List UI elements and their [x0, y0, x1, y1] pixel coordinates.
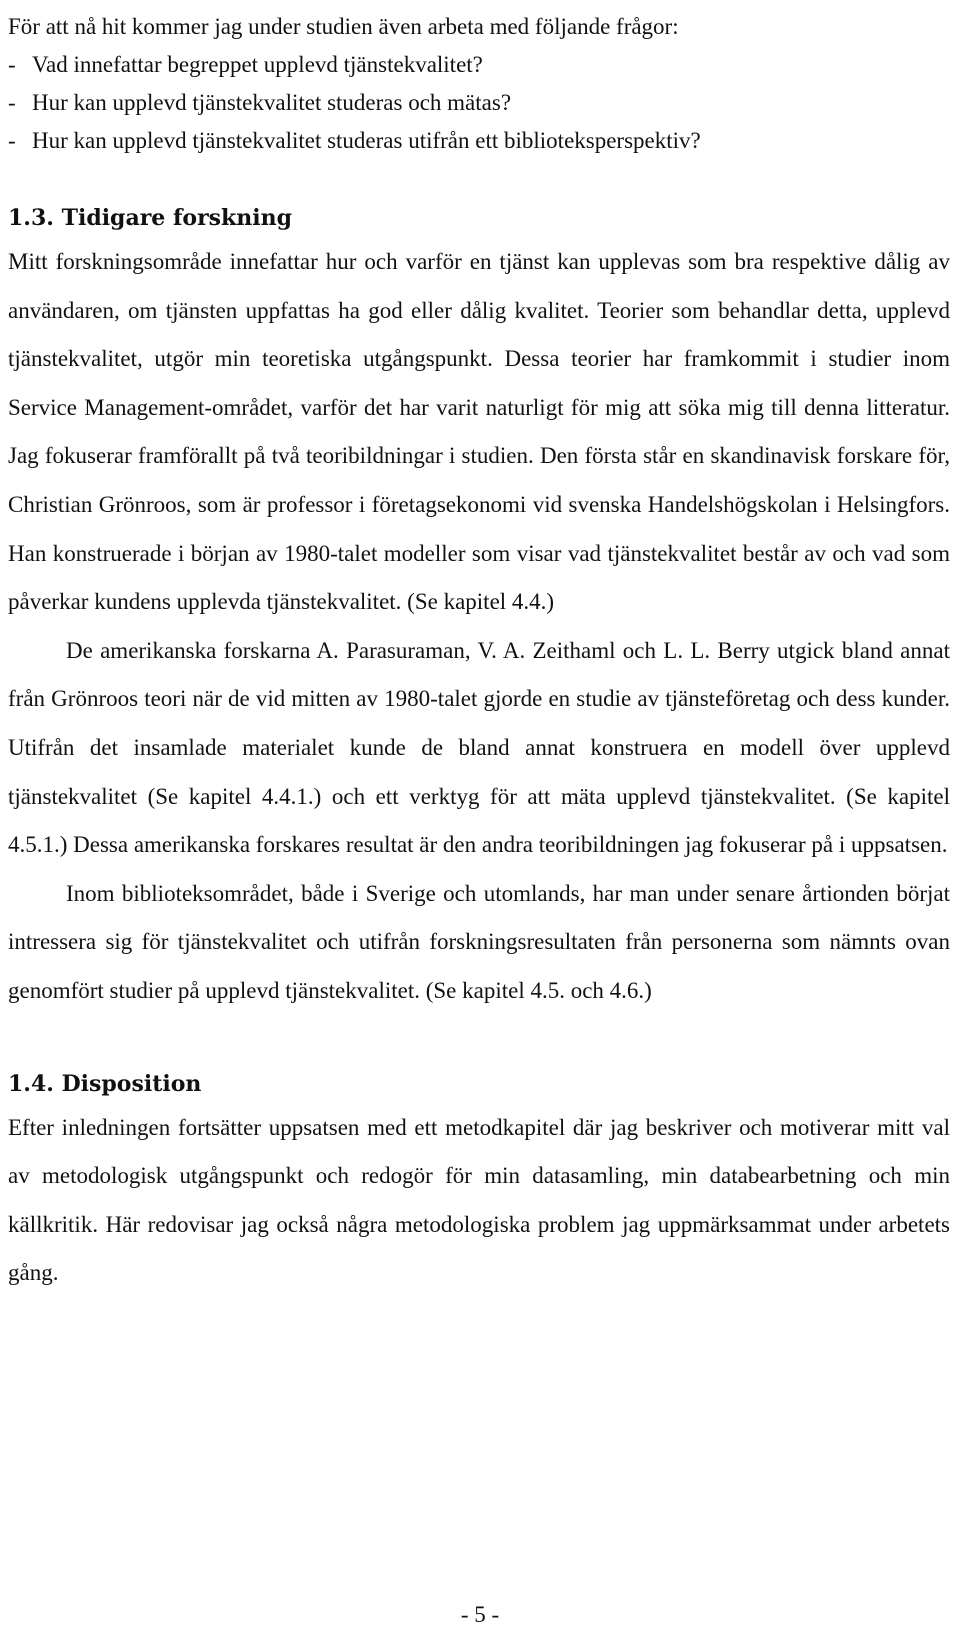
list-dash: -: [8, 128, 16, 153]
list-dash: -: [8, 52, 16, 77]
list-dash: -: [8, 90, 16, 115]
research-question: [8, 122, 950, 160]
paragraph: De amerikanska forskarna A. Parasuraman, V. A. Zeithaml och L. L. Berry utgick bland annat från Grönroos teori när de vid mitten av 1980-talet gjorde en studie av tjänsteföretag och dess kunder. Utifrån det insamlade materialet kunde de bland annat konstruera en modell över upplevd tjänstekvalitet (Se kapitel 4.4.1.) och ett verktyg för att mäta upplevd tjänstekvalitet. (Se kapitel 4.5.1.) Dessa amerikanska forskares resultat är den andra teoribildningen jag fokuserar på i uppsatsen.: [8, 637, 950, 858]
section-heading-previous-research: 1.3. Tidigare forskning: [8, 205, 293, 231]
page-number: - 5 -: [460, 1602, 500, 1627]
research-questions-list: [8, 46, 950, 160]
research-question: [8, 46, 950, 84]
research-question-text: Hur kan upplevd tjänstekvalitet studeras och mätas?: [32, 90, 512, 115]
research-question: [8, 84, 950, 122]
intro-sentence: För att nå hit kommer jag under studien även arbeta med följande frågor:: [8, 14, 679, 39]
research-question-text: Vad innefattar begreppet upplevd tjänstekvalitet?: [32, 52, 483, 77]
section-heading-disposition: 1.4. Disposition: [8, 1070, 202, 1097]
research-question-text: Hur kan upplevd tjänstekvalitet studeras utifrån ett biblioteksperspektiv?: [32, 128, 701, 153]
paragraph: Efter inledningen fortsätter uppsatsen med ett metodkapitel där jag beskriver och motiverar mitt val av metodologisk utgångspunkt och redogör för min datasamling, min databearbetning och min källkritik. Här redovisar jag också några metodologiska problem jag uppmärksammat under arbetets gång.: [8, 1114, 950, 1286]
paragraph: Inom biblioteksområdet, både i Sverige och utomlands, har man under senare årtionden börjat intressera sig för tjänstekvalitet och utifrån forskningsresultaten från personerna som nämnts ovan genomfört studier på upplevd tjänstekvalitet. (Se kapitel 4.5. och 4.6.): [8, 880, 950, 1003]
paragraph: Mitt forskningsområde innefattar hur och varför en tjänst kan upplevas som bra respektive dålig av användaren, om tjänsten uppfattas ha god eller dålig kvalitet. Teorier som behandlar detta, upplevd tjänstekvalitet, utgör min teoretiska utgångspunkt. Dessa teorier har framkommit i studier inom Service Management-området, varför det har varit naturligt för mig att söka mig till denna litteratur. Jag fokuserar framförallt på två teoribildningar i studien. Den första står en skandinavisk forskare för, Christian Grönroos, som är professor i företagsekonomi vid svenska Handelshögskolan i Helsingfors. Han konstruerade i början av 1980-talet modeller som visar vad tjänstekvalitet består av och vad som påverkar kundens upplevda tjänstekvalitet. (Se kapitel 4.4.): [8, 249, 950, 615]
